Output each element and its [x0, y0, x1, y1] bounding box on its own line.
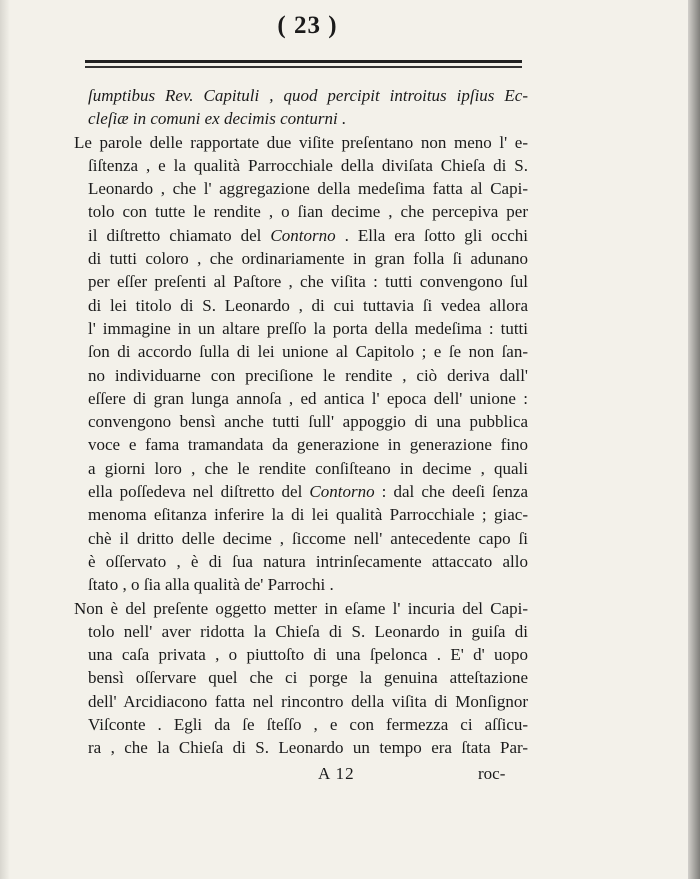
- text-line: ſon di accordo ſulla di lei unione al Capitolo ; e ſe non ſan-: [88, 342, 528, 362]
- text-segment: ella poſſedeva nel diſtretto del: [88, 482, 310, 502]
- text-line: tolo nell' aver ridotta la Chieſa di S. Leonardo in guiſa di: [88, 621, 528, 641]
- text-line: per eſſer preſenti al Paſtore , che viſita : tutti convengono ſul: [88, 272, 528, 292]
- text-line: di lei titolo di S. Leonardo , di cui tuttavia ſi vedea allora: [88, 295, 528, 315]
- text-line: convengono bensì anche tutti ſull' appoggio di una pubblica: [88, 412, 528, 432]
- text-line: Viſconte . Egli da ſe ſteſſo , e con fermezza ci aſſicu-: [88, 715, 528, 735]
- header-rule-thick: [85, 60, 522, 63]
- page-edge-shadow-right: [688, 0, 700, 879]
- text-line: una caſa privata , o piuttoſto di una ſpelonca . E' d' uopo: [88, 645, 528, 665]
- italic-term: Contorno: [270, 225, 336, 245]
- header-rule-thin: [85, 66, 522, 68]
- text-segment: il diſtretto chiamato del: [88, 225, 271, 245]
- text-line: l' immagine in un altare preſſo la porta della medeſima : tutti: [88, 318, 528, 338]
- text-line: Le parole delle rapportate due viſite preſentano non meno l' e-: [74, 132, 528, 152]
- text-line: dell' Arcidiacono fatta nel rincontro della viſita di Monſignor: [88, 691, 528, 711]
- text-line: no individuarne con preciſione le rendite , ciò deriva dall': [88, 365, 528, 385]
- page-edge-shadow-left: [0, 0, 10, 879]
- text-line: bensì oſſervare quel che ci porge la genuina atteſtazione: [88, 668, 528, 688]
- page-number: ( 23 ): [277, 12, 338, 39]
- italic-term: Contorno: [309, 482, 375, 502]
- text-line: Leonardo , che l' aggregazione della medeſima fatta al Capi-: [88, 179, 528, 199]
- text-line: di tutti coloro , che ordinariamente in gran folla ſi adunano: [88, 249, 528, 269]
- text-block: [74, 84, 528, 760]
- text-line: Non è del preſente oggetto metter in eſame l' incuria del Capi-: [74, 598, 528, 618]
- text-line: eſſere di gran lunga annoſa , ed antica l' epoca dell' unione :: [88, 388, 528, 408]
- signature-mark: A 12: [318, 764, 355, 783]
- paragraph-2: [74, 597, 528, 760]
- text-line: ra , che la Chieſa di S. Leonardo un tempo era ſtata Par-: [88, 738, 528, 758]
- paragraph-1: [74, 131, 528, 597]
- italic-line: ſumptibus Rev. Capituli , quod percipit introitus ipſius Ec-: [88, 86, 528, 105]
- text-line: ſtato , o ſia alla qualità de' Parrochi .: [88, 575, 334, 595]
- text-line: [88, 480, 528, 503]
- text-line: chè il dritto delle decime , ſiccome nell' antecedente capo ſi: [88, 528, 528, 548]
- text-line: a giorni loro , che le rendite conſiſteano in decime , quali: [88, 458, 528, 478]
- text-segment: . Ella era ſotto gli occhi: [335, 225, 528, 245]
- italic-line: cleſiæ in comuni ex decimis conturni .: [88, 109, 347, 129]
- catchword: roc-: [478, 764, 506, 783]
- text-line: ſiſtenza , e la qualità Parrocchiale della diviſata Chieſa di S.: [88, 155, 528, 175]
- text-line: [88, 224, 528, 247]
- text-line: tolo con tutte le rendite , o ſian decime , che percepiva per: [88, 202, 528, 222]
- text-line: è oſſervato , è di ſua natura intrinſecamente attaccato allo: [88, 551, 528, 571]
- text-line: voce e fama tramandata da generazione in generazione fino: [88, 435, 528, 455]
- text-line: menoma eſitanza inferire la di lei qualità Parrocchiale ; giac-: [88, 505, 528, 525]
- text-segment: : dal che deeſi ſenza: [374, 482, 528, 502]
